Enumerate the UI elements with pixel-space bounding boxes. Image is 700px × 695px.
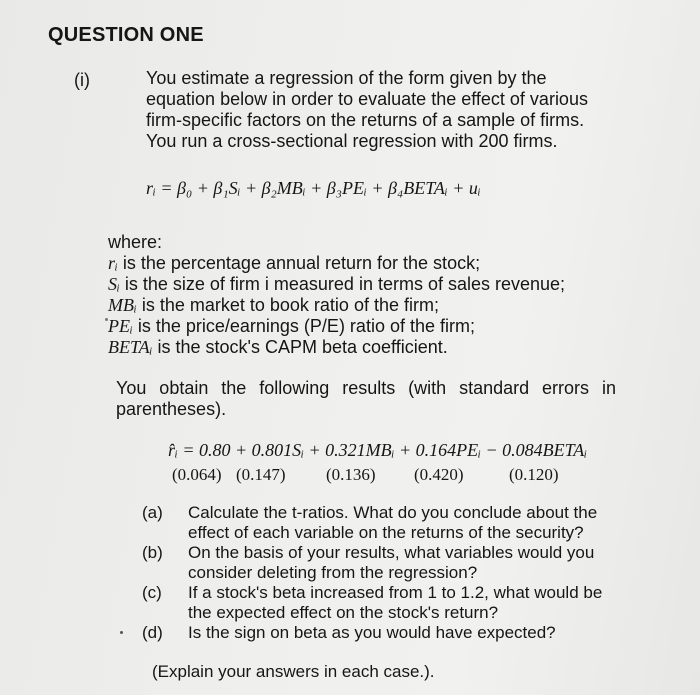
definition-size (108, 274, 565, 295)
definition-text: is the market to book ratio of the firm; (136, 295, 439, 315)
definition-variable: Sᵢ (108, 274, 120, 294)
closing-note: (Explain your answers in each case.). (152, 662, 435, 681)
where-label: where: (108, 232, 163, 252)
definition-text: is the size of firm i measured in terms of sales revenue; (119, 274, 566, 294)
part-a (142, 503, 628, 543)
results-intro: You obtain the following results (with standard errors in parentheses). (116, 378, 616, 419)
intro-line: firm-specific factors on the returns of a sample of firms. (146, 110, 585, 130)
definition-pe-ratio (108, 316, 565, 337)
standard-error-intercept: (0.064) (172, 465, 222, 484)
question-heading: QUESTION ONE (48, 24, 204, 46)
definition-variable: MBᵢ (108, 295, 137, 315)
part-text: Calculate the t-ratios. What do you conclude about the effect of each variable on the returns of the security? (188, 503, 598, 542)
intro-paragraph (146, 68, 666, 152)
definition-variable: PEᵢ (108, 316, 133, 336)
standard-error-pe: (0.420) (414, 465, 464, 484)
standard-error-mb: (0.136) (326, 465, 376, 484)
standard-error-size: (0.147) (236, 465, 286, 484)
definition-text: is the price/earnings (P/E) ratio of the firm; (132, 316, 475, 336)
definition-market-to-book (108, 295, 565, 316)
part-b (142, 543, 628, 583)
part-text: Is the sign on beta as you would have expected? (188, 623, 556, 642)
definition-text: is the percentage annual return for the stock; (117, 253, 481, 273)
part-text: If a stock's beta increased from 1 to 1.2, what would be the expected effect on the stock's return? (188, 583, 603, 622)
definition-beta (108, 337, 565, 358)
part-label: (a) (142, 503, 163, 522)
intro-line: equation below in order to evaluate the effect of various (146, 89, 588, 109)
scan-mark (120, 631, 123, 634)
definition-variable: BETAᵢ (108, 337, 153, 357)
intro-line: You run a cross-sectional regression with 200 firms. (146, 131, 558, 151)
question-parts (142, 503, 628, 643)
part-d (142, 623, 628, 643)
part-label: (b) (142, 543, 163, 562)
estimated-equation: r̂ᵢ = 0.80 + 0.801Sᵢ + 0.321MBᵢ + 0.164PEᵢ − 0.084BETAᵢ (168, 440, 588, 460)
intro-line: You estimate a regression of the form given by the (146, 68, 547, 88)
part-text: On the basis of your results, what variables would you consider deleting from the regression? (188, 543, 595, 582)
variable-definitions (108, 232, 565, 358)
definition-text: is the stock's CAPM beta coefficient. (152, 337, 448, 357)
part-label: (d) (142, 623, 163, 642)
regression-model-equation: rᵢ = β₀ + β₁Sᵢ + β₂MBᵢ + β₃PEᵢ + β₄BETAᵢ + uᵢ (146, 178, 481, 198)
question-number: (i) (74, 70, 90, 90)
part-label: (c) (142, 583, 162, 602)
definition-return (108, 253, 565, 274)
part-c (142, 583, 628, 623)
definition-variable: rᵢ (108, 253, 118, 273)
standard-error-beta: (0.120) (509, 465, 559, 484)
